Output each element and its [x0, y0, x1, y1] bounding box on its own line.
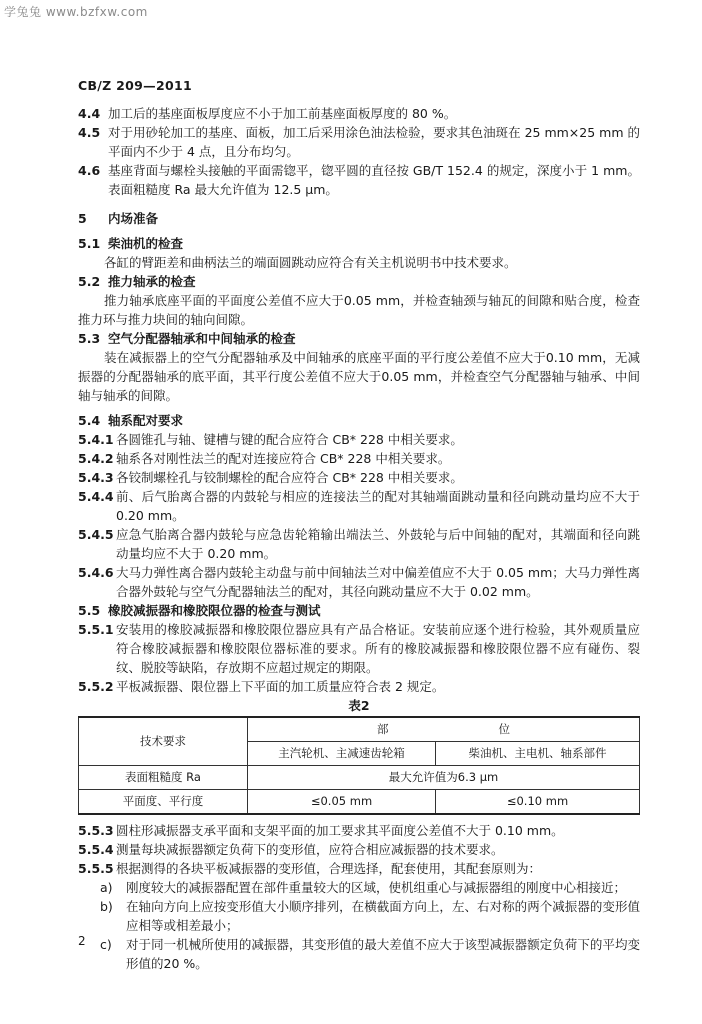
- section-title: 内场准备: [108, 211, 159, 226]
- table-caption: 表2: [348, 698, 370, 713]
- clause-number: 5.4.3: [78, 470, 114, 485]
- clause-text: 各圆锥孔与轴、键槽与键的配合应符合 CB* 228 中相关要求。: [116, 432, 463, 447]
- clause-number: 4.6: [78, 163, 101, 178]
- section-5-3-text: 装在减振器上的空气分配器轴承及中间轴承的底座平面的平行度公差值不应大于0.10 mm，无减振器的分配器轴承的底平面，其平行度公差值不应大于0.05 mm，并检查空气分配器轴与轴承、中间轴与轴承的间隙。: [78, 350, 640, 403]
- section-title: 橡胶减振器和橡胶限位器的检查与测试: [108, 603, 321, 618]
- clause-number: 5.5.4: [78, 842, 114, 857]
- clause-text: 加工后的基座面板厚度应不小于加工前基座面板厚度的 80 %。: [108, 106, 457, 121]
- section-5-1-text: 各缸的臂距差和曲柄法兰的端面圆跳动应符合有关主机说明书中技术要求。: [104, 255, 517, 270]
- clause-text: 安装用的橡胶减振器和橡胶限位器应具有产品合格证。安装前应逐个进行检验，其外观质量应符合橡胶减振器和橡胶限位器标准的要求。所有的橡胶减振器和橡胶限位器不应有碰伤、裂纹、脱胶等缺陷，存放期不应超过规定的期限。: [116, 622, 640, 675]
- clause-5-4-2: [78, 449, 640, 468]
- section-5-5-heading: [78, 601, 640, 620]
- clause-text: 对于用砂轮加工的基座、面板，加工后采用涂色油法检验，要求其色油斑在 25 mm×25 mm 的平面内不少于 4 点，且分布均匀。: [108, 125, 640, 159]
- clause-number: 5.5.3: [78, 823, 114, 838]
- clause-5-4-1: [78, 430, 640, 449]
- table-subheader-2: 柴油机、主电机、轴系部件: [436, 742, 640, 766]
- table-row-label: 表面粗糙度 Ra: [79, 766, 248, 790]
- list-text: 在轴向方向上应按变形值大小顺序排列，在横截面方向上，左、右对称的两个减振器的变形值应相等或相差最小；: [126, 899, 640, 933]
- document-body: [78, 104, 640, 973]
- section-5-4-heading: [78, 411, 640, 430]
- clause-text: 应急气胎离合器内鼓轮与应急齿轮箱输出端法兰、外鼓轮与后中间轴的配对，其端面和径向跳动量均应不大于 0.20 mm。: [116, 527, 640, 561]
- table-2: [78, 716, 640, 815]
- table-part-char-b: 位: [498, 722, 510, 736]
- clause-5-5-5: [78, 859, 640, 878]
- clause-5-4-4: [78, 487, 640, 525]
- clause-number: 5.5.2: [78, 679, 114, 694]
- clause-number: 5.4.1: [78, 432, 114, 447]
- clause-number: 5.5.5: [78, 861, 114, 876]
- clause-text: 平板减振器、限位器上下平面的加工质量应符合表 2 规定。: [116, 679, 445, 694]
- table-cell: ≤0.10 mm: [436, 790, 640, 815]
- section-number: 5.1: [78, 236, 101, 251]
- table-row-label: 平面度、平行度: [79, 790, 248, 815]
- clause-5-5-3: [78, 821, 640, 840]
- table-part-header: [248, 717, 640, 742]
- section-5-3-heading: [78, 329, 640, 348]
- clause-text: 基座背面与螺栓头接触的平面需锪平，锪平圆的直径按 GB/T 152.4 的规定，深度小于 1 mm。表面粗糙度 Ra 最大允许值为 12.5 μm。: [108, 163, 640, 197]
- list-item: [78, 935, 640, 973]
- list-marker: a): [100, 880, 113, 895]
- clause-number: 4.4: [78, 106, 101, 121]
- section-number: 5.5: [78, 603, 101, 618]
- section-title: 空气分配器轴承和中间轴承的检查: [108, 331, 296, 346]
- table-cell: ≤0.05 mm: [248, 790, 436, 815]
- clause-text: 圆柱形减振器支承平面和支架平面的加工要求其平面度公差值不大于 0.10 mm。: [116, 823, 564, 838]
- section-title: 轴系配对要求: [108, 413, 184, 428]
- watermark: 学兔兔 www.bzfxw.com: [4, 5, 148, 19]
- clause-text: 根据测得的各块平板减振器的变形值，合理选择，配套使用，其配套原则为：: [116, 861, 542, 876]
- clause-5-4-5: [78, 525, 640, 563]
- section-number: 5.4: [78, 413, 101, 428]
- clause-number: 5.4.4: [78, 489, 114, 504]
- clause-5-5-1: [78, 620, 640, 677]
- section-title: 柴油机的检查: [108, 236, 184, 251]
- section-5-heading: [78, 209, 640, 228]
- section-number: 5.3: [78, 331, 101, 346]
- clause-number: 4.5: [78, 125, 101, 140]
- clause-text: 测量每块减振器额定负荷下的变形值，应符合相应减振器的技术要求。: [116, 842, 504, 857]
- list-item: [78, 878, 640, 897]
- table-part-char-a: 部: [377, 722, 389, 736]
- list-marker: b): [100, 899, 113, 914]
- clause-number: 5.4.6: [78, 565, 114, 580]
- list-text: 对于同一机械所使用的减振器，其变形值的最大差值不应大于该型减振器额定负荷下的平均变形值的20 %。: [126, 937, 640, 971]
- clause-text: 各铰制螺栓孔与铰制螺栓的配合应符合 CB* 228 中相关要求。: [116, 470, 463, 485]
- clause-text: 轴系各对刚性法兰的配对连接应符合 CB* 228 中相关要求。: [116, 451, 451, 466]
- clause-text: 大马力弹性离合器内鼓轮主动盘与前中间轴法兰对中偏差值应不大于 0.05 mm；大马力弹性离合器外鼓轮与空气分配器轴法兰的配对，其径向跳动量应不大于 0.02 mm。: [116, 565, 640, 599]
- section-5-2-text: 推力轴承底座平面的平面度公差值不应大于0.05 mm，并检查轴颈与轴瓦的间隙和贴合度，检查推力环与推力块间的轴向间隙。: [78, 293, 640, 327]
- section-5-1-heading: [78, 234, 640, 253]
- table-subheader-1: 主汽轮机、主减速齿轮箱: [248, 742, 436, 766]
- table-col-header: 技术要求: [79, 717, 248, 766]
- clause-4-4: [78, 104, 640, 123]
- clause-5-4-3: [78, 468, 640, 487]
- section-title: 推力轴承的检查: [108, 274, 196, 289]
- clause-number: 5.4.2: [78, 451, 114, 466]
- table-cell: 最大允许值为6.3 μm: [248, 766, 640, 790]
- section-number: 5.2: [78, 274, 101, 289]
- clause-5-5-2: [78, 677, 640, 696]
- page-number: 2: [78, 934, 86, 948]
- list-item: [78, 897, 640, 935]
- clause-4-6: [78, 161, 640, 199]
- clause-number: 5.4.5: [78, 527, 114, 542]
- section-number: 5: [78, 211, 87, 226]
- standard-code-header: CB/Z 209—2011: [78, 78, 192, 93]
- clause-5-4-6: [78, 563, 640, 601]
- list-marker: c): [100, 937, 112, 952]
- clause-5-5-4: [78, 840, 640, 859]
- clause-4-5: [78, 123, 640, 161]
- section-5-2-heading: [78, 272, 640, 291]
- clause-text: 前、后气胎离合器的内鼓轮与相应的连接法兰的配对其轴端面跳动量和径向跳动量均应不大于 0.20 mm。: [116, 489, 640, 523]
- list-text: 刚度较大的减振器配置在部件重量较大的区域，使机组重心与减振器组的刚度中心相接近；: [126, 880, 627, 895]
- clause-number: 5.5.1: [78, 622, 114, 637]
